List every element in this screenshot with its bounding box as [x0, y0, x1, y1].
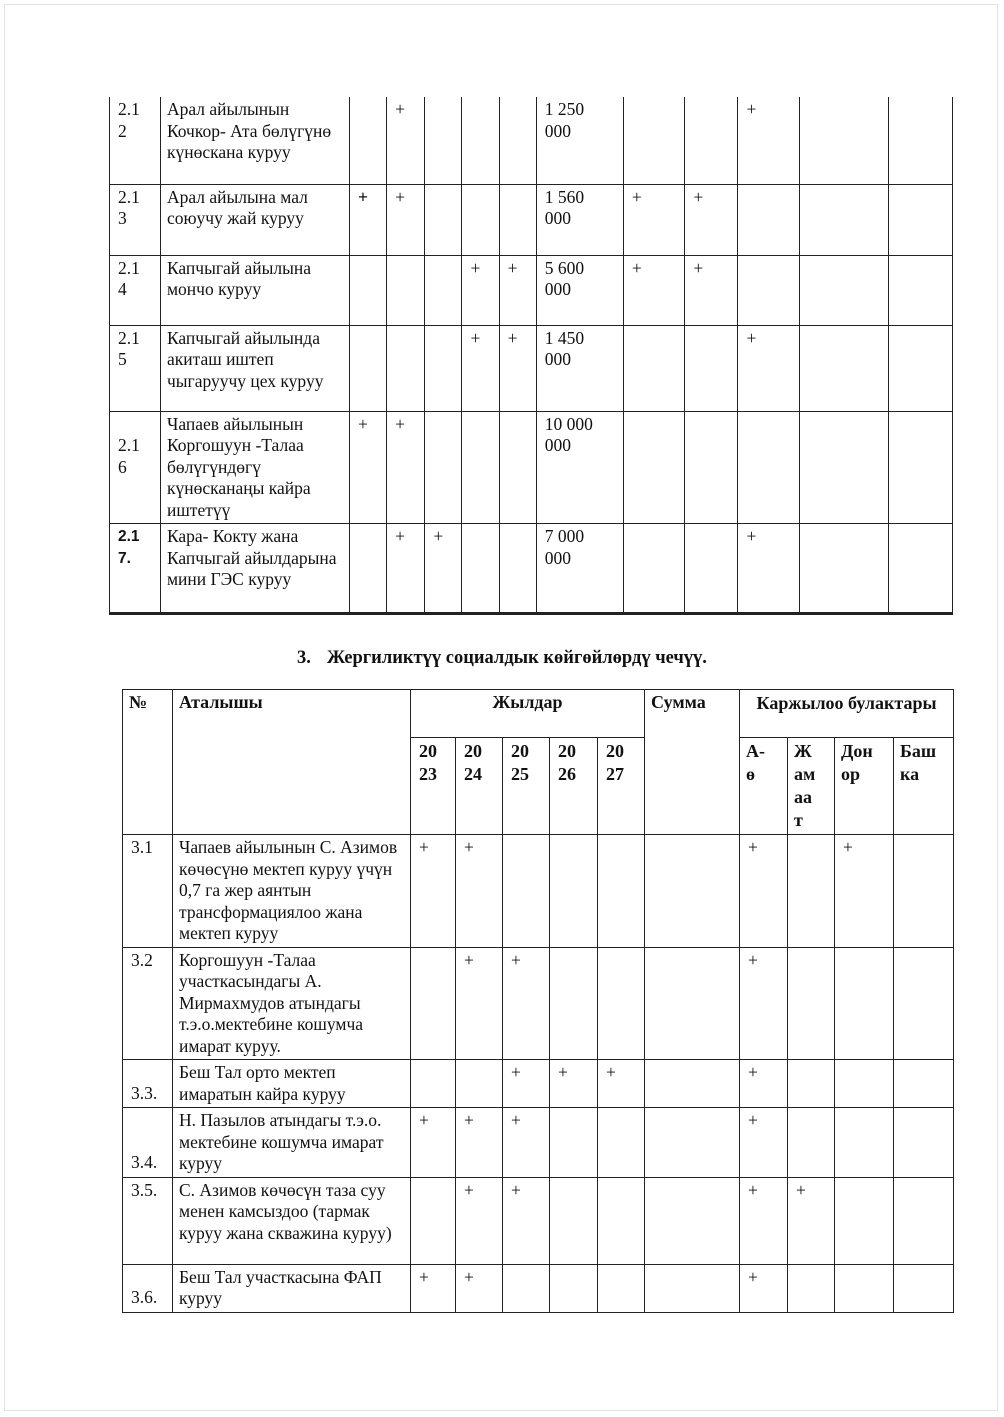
year-y3-mark: [425, 411, 462, 524]
header-num: №: [123, 690, 173, 835]
source-s4-mark: [894, 1177, 954, 1264]
source-s1-mark: +: [740, 1177, 788, 1264]
year-y5-mark: [598, 1264, 645, 1312]
year-y2-mark: +: [387, 184, 425, 255]
year-y3-mark: [425, 255, 462, 325]
year-y2-mark: [387, 325, 425, 411]
source-s3-mark: [835, 1060, 894, 1108]
sum-value: [645, 835, 740, 948]
sum-value: 1 450 000: [536, 325, 623, 411]
header-sum: Сумма: [645, 690, 740, 835]
section-number: 3.: [297, 648, 311, 668]
source-s3-mark: [835, 1177, 894, 1264]
year-y2-mark: +: [387, 411, 425, 524]
source-s4-mark: [894, 1108, 954, 1178]
year-y5-mark: [598, 835, 645, 948]
source-s4-mark: [800, 524, 889, 614]
year-y1-mark: [411, 1177, 456, 1264]
project-name: Чапаев айылынын Коргошуун -Талаа бөлүгүндөгү күнөсканаңы кайра иштетүү: [160, 411, 349, 524]
source-s1-mark: [623, 524, 685, 614]
year-y5-mark: [499, 524, 536, 614]
project-name: Капчыгай айылына мончо куруу: [160, 255, 349, 325]
table-row: [123, 835, 954, 948]
sum-value: [645, 1108, 740, 1178]
sum-value: 1 250 000: [536, 97, 623, 184]
source-s3-mark: [835, 1264, 894, 1312]
source-s4-mark: [800, 325, 889, 411]
year-y3-mark: [503, 1264, 550, 1312]
source-s1-mark: +: [740, 947, 788, 1060]
year-y2-mark: [387, 255, 425, 325]
source-s3-mark: +: [738, 524, 800, 614]
header-row-1: [123, 690, 954, 738]
row-number: 3.2: [123, 947, 173, 1060]
year-label: 20 26: [550, 738, 598, 835]
source-label: Ж ам аа т: [788, 738, 835, 835]
year-y3-mark: +: [503, 1177, 550, 1264]
year-y5-mark: +: [598, 1060, 645, 1108]
table-row: [123, 947, 954, 1060]
sum-value: 5 600 000: [536, 255, 623, 325]
year-y3-mark: [503, 835, 550, 948]
year-y2-mark: +: [456, 1108, 503, 1178]
row-number: 2.1 5: [110, 325, 161, 411]
table-row: [123, 1108, 954, 1178]
year-y1-mark: +: [349, 184, 386, 255]
year-y5-mark: [598, 947, 645, 1060]
source-s2-mark: [788, 1108, 835, 1178]
year-y2-mark: +: [387, 97, 425, 184]
section-title: Жергиликтүү социалдык көйгөйлөрдү чечүү.: [326, 648, 707, 668]
year-y5-mark: [499, 97, 536, 184]
source-s4-mark: [800, 411, 889, 524]
year-y4-mark: [550, 1264, 598, 1312]
source-s2-mark: [685, 325, 738, 411]
header-sources: Каржылоо булактары: [740, 690, 954, 738]
header-years: Жылдар: [411, 690, 645, 738]
year-y4-mark: [550, 835, 598, 948]
source-s1-mark: +: [740, 1108, 788, 1178]
projects-table-section-2: [109, 97, 953, 615]
year-y4-mark: [550, 1108, 598, 1178]
source-s2-mark: [685, 97, 738, 184]
project-name: Арал айылынын Кочкор- Ата бөлүгүнө күнөскана куруу: [160, 97, 349, 184]
header-name: Аталышы: [173, 690, 411, 835]
table-row: [110, 184, 953, 255]
source-s2-mark: [788, 835, 835, 948]
year-y1-mark: [411, 947, 456, 1060]
source-s1-mark: [623, 325, 685, 411]
year-y4-mark: [462, 184, 499, 255]
year-y1-mark: [349, 97, 386, 184]
year-y4-mark: [550, 1177, 598, 1264]
source-s4-mark: [800, 97, 889, 184]
source-s2-mark: +: [685, 255, 738, 325]
source-s5-mark: [889, 411, 953, 524]
source-s4-mark: [800, 255, 889, 325]
year-y4-mark: [462, 97, 499, 184]
source-s3-mark: +: [738, 325, 800, 411]
year-y1-mark: +: [411, 1108, 456, 1178]
source-s2-mark: [788, 947, 835, 1060]
year-y4-mark: [462, 524, 499, 614]
source-s1-mark: [623, 97, 685, 184]
source-s1-mark: +: [740, 1264, 788, 1312]
year-y3-mark: +: [503, 947, 550, 1060]
source-s5-mark: [889, 255, 953, 325]
year-y3-mark: [425, 325, 462, 411]
source-s2-mark: [788, 1264, 835, 1312]
sum-value: [645, 1060, 740, 1108]
source-label: А- ө: [740, 738, 788, 835]
table-row: [123, 1060, 954, 1108]
year-y4-mark: +: [462, 255, 499, 325]
section-3-heading: [0, 648, 1004, 669]
year-label: 20 23: [411, 738, 456, 835]
year-label: 20 25: [503, 738, 550, 835]
table-row: [110, 97, 953, 184]
year-y2-mark: +: [456, 1177, 503, 1264]
source-s1-mark: +: [740, 1060, 788, 1108]
source-s2-mark: +: [685, 184, 738, 255]
sum-value: 10 000 000: [536, 411, 623, 524]
project-name: Чапаев айылынын С. Азимов көчөсүнө мектеп куруу үчүн 0,7 га жер аянтын трансформациялоо жана мектеп куруу: [173, 835, 411, 948]
project-name: Коргошуун -Талаа участкасындагы А. Мирмахмудов атындагы т.э.о.мектебине кошумча имарат куруу.: [173, 947, 411, 1060]
year-y2-mark: +: [456, 835, 503, 948]
table-row: [123, 1177, 954, 1264]
year-y1-mark: [349, 255, 386, 325]
year-y5-mark: [499, 184, 536, 255]
year-y5-mark: [499, 411, 536, 524]
source-s4-mark: [894, 1264, 954, 1312]
sum-value: [645, 1264, 740, 1312]
year-y1-mark: [349, 524, 386, 614]
source-s5-mark: [889, 97, 953, 184]
row-number: 2.1 7.: [110, 524, 161, 614]
year-y5-mark: +: [499, 255, 536, 325]
source-s1-mark: [623, 411, 685, 524]
source-s3-mark: [738, 184, 800, 255]
source-s2-mark: [788, 1060, 835, 1108]
source-s3-mark: [738, 411, 800, 524]
source-s2-mark: [685, 524, 738, 614]
year-y2-mark: +: [456, 947, 503, 1060]
year-y1-mark: [411, 1060, 456, 1108]
row-number: 3.1: [123, 835, 173, 948]
project-name: Кара- Кокту жана Капчыгай айылдарына мини ГЭС куруу: [160, 524, 349, 614]
source-s4-mark: [894, 835, 954, 948]
year-y3-mark: [425, 97, 462, 184]
project-name: Беш Тал орто мектеп имаратын кайра куруу: [173, 1060, 411, 1108]
row-number: 2.1 6: [110, 411, 161, 524]
source-s1-mark: +: [623, 184, 685, 255]
year-y2-mark: +: [387, 524, 425, 614]
year-y4-mark: +: [462, 325, 499, 411]
year-y1-mark: +: [349, 411, 386, 524]
year-y2-mark: +: [456, 1264, 503, 1312]
year-y2-mark: [456, 1060, 503, 1108]
source-s2-mark: [685, 411, 738, 524]
social-issues-table: [122, 689, 954, 1313]
row-number: 3.4.: [123, 1108, 173, 1178]
sum-value: [645, 1177, 740, 1264]
project-name: Арал айылына мал союучу жай куруу: [160, 184, 349, 255]
year-y4-mark: +: [550, 1060, 598, 1108]
year-y5-mark: [598, 1177, 645, 1264]
year-y3-mark: [425, 184, 462, 255]
source-s3-mark: +: [835, 835, 894, 948]
source-label: Баш ка: [894, 738, 954, 835]
source-s4-mark: [894, 1060, 954, 1108]
year-y3-mark: +: [425, 524, 462, 614]
row-number: 3.5.: [123, 1177, 173, 1264]
project-name: С. Азимов көчөсүн таза суу менен камсыздоо (тармак куруу жана скважина куруу): [173, 1177, 411, 1264]
year-y4-mark: [462, 411, 499, 524]
sum-value: [645, 947, 740, 1060]
source-s3-mark: +: [738, 97, 800, 184]
row-number: 3.3.: [123, 1060, 173, 1108]
row-number: 3.6.: [123, 1264, 173, 1312]
table-row: [110, 325, 953, 411]
year-y5-mark: [598, 1108, 645, 1178]
year-y5-mark: +: [499, 325, 536, 411]
source-s4-mark: [894, 947, 954, 1060]
year-y1-mark: +: [411, 835, 456, 948]
row-number: 2.1 4: [110, 255, 161, 325]
table-row: [110, 411, 953, 524]
year-label: 20 24: [456, 738, 503, 835]
source-s2-mark: +: [788, 1177, 835, 1264]
year-y4-mark: [550, 947, 598, 1060]
source-s3-mark: [835, 1108, 894, 1178]
row-number: 2.1 2: [110, 97, 161, 184]
sum-value: 7 000 000: [536, 524, 623, 614]
year-y1-mark: +: [411, 1264, 456, 1312]
year-y1-mark: [349, 325, 386, 411]
source-label: Дон ор: [835, 738, 894, 835]
project-name: Беш Тал участкасына ФАП куруу: [173, 1264, 411, 1312]
project-name: Н. Пазылов атындагы т.э.о. мектебине кошумча имарат куруу: [173, 1108, 411, 1178]
table-row: [110, 255, 953, 325]
table-row: [123, 1264, 954, 1312]
project-name: Капчыгай айылында акиташ иштеп чыгаруучу цех куруу: [160, 325, 349, 411]
year-y3-mark: +: [503, 1108, 550, 1178]
source-s1-mark: +: [740, 835, 788, 948]
year-y3-mark: +: [503, 1060, 550, 1108]
year-label: 20 27: [598, 738, 645, 835]
source-s1-mark: +: [623, 255, 685, 325]
source-s4-mark: [800, 184, 889, 255]
source-s5-mark: [889, 325, 953, 411]
source-s5-mark: [889, 524, 953, 614]
source-s3-mark: [738, 255, 800, 325]
source-s3-mark: [835, 947, 894, 1060]
table-row: [110, 524, 953, 614]
source-s5-mark: [889, 184, 953, 255]
sum-value: 1 560 000: [536, 184, 623, 255]
row-number: 2.1 3: [110, 184, 161, 255]
